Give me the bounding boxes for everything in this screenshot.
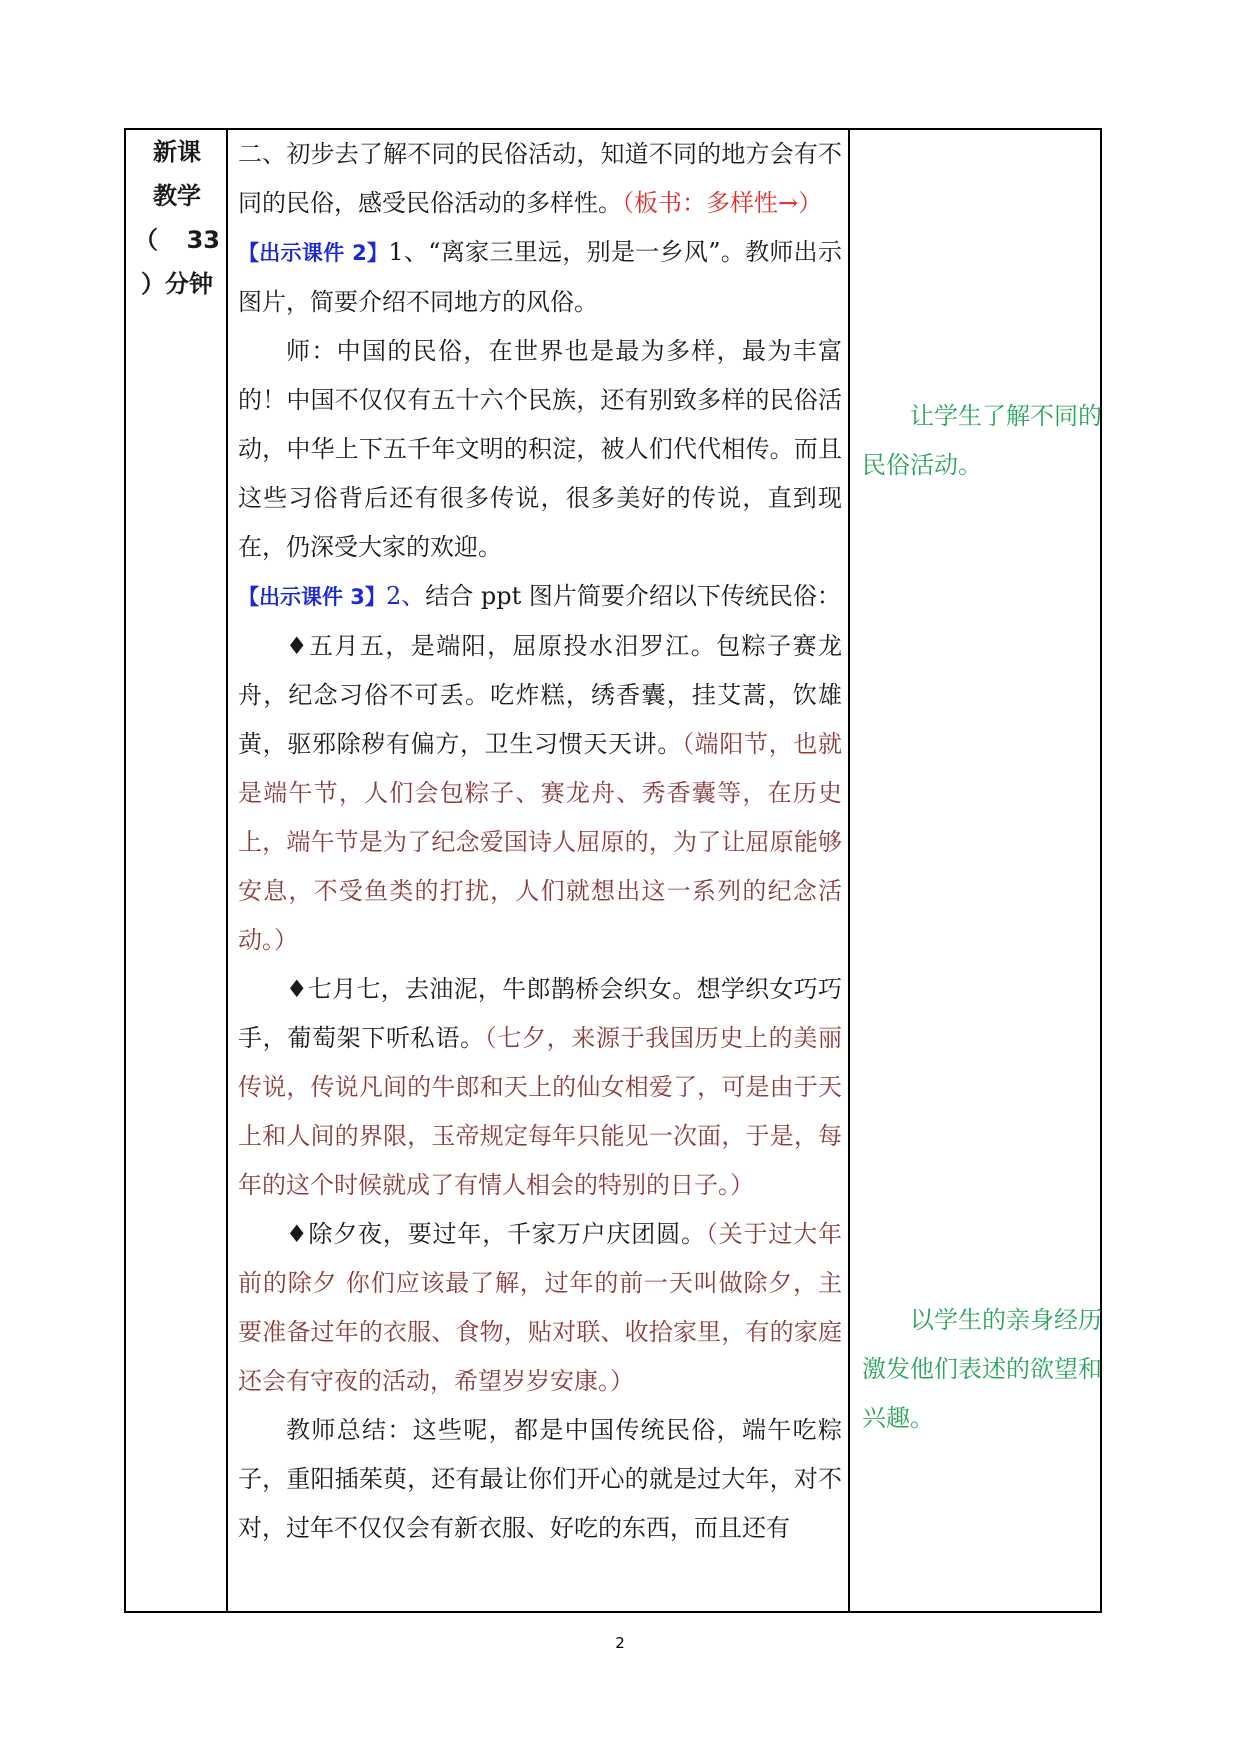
section-label-line3 xyxy=(134,218,220,262)
section-label-open-paren: （ xyxy=(134,226,158,254)
courseware-tag-2: 【出示课件 2】 xyxy=(238,241,389,265)
design-note-1-text: 让学生了解不同的民俗活动。 xyxy=(862,402,1102,479)
design-note-1 xyxy=(850,392,1108,490)
courseware-3-text: 结合 ppt 图片简要介绍以下传统民俗： xyxy=(425,582,841,610)
page-number: 2 xyxy=(615,1634,625,1652)
dragon-boat-explanation: （端阳节，也就是端午节，人们会包粽子、赛龙舟、秀香囊等，在历史上，端午节是为了纪念爱国诗人屈原的，为了让屈原能够安息，不受鱼类的打扰，人们就想出这一系列的纪念活动。） xyxy=(238,730,842,954)
paragraph-qixi xyxy=(238,965,842,1210)
dragon-boat-rhyme: ♦五月五，是端阳，屈原投水汨罗江。包粽子赛龙舟，纪念习俗不可丢。吃炸糕，绣香囊，挂艾蒿，饮雄黄，驱邪除秽有偏方，卫生习惯天天讲。 xyxy=(238,632,842,758)
courseware-tag-3: 【出示课件 3】 xyxy=(238,585,386,609)
courseware-2-text: 1、“离家三里远，别是一乡风”。教师出示图片，简要介绍不同地方的风俗。 xyxy=(238,238,842,316)
section-label-cell xyxy=(125,129,227,1612)
paragraph-new-year-eve xyxy=(238,1210,842,1406)
lesson-content xyxy=(228,130,848,1553)
section-label-line1: 新课 xyxy=(153,138,201,166)
paragraph-teacher-summary: 教师总结：这些呢，都是中国传统民俗，端午吃粽子，重阳插茱萸，还有最让你们开心的就是过大年，对不对，过年不仅仅会有新衣服、好吃的东西，而且还有 xyxy=(238,1416,842,1542)
qixi-rhyme: ♦七月七，去油泥，牛郎鹊桥会织女。想学织女巧巧手，葡萄架下听私语。 xyxy=(238,975,842,1052)
paragraph-teacher-talk: 师：中国的民俗，在世界也是最为多样，最为丰富的！中国不仅仅有五十六个民族，还有别致多样的民俗活动，中华上下五千年文明的积淀，被人们代代相传。而且这些习俗背后还有很多传说，很多美好的传说，直到现在，仍深受大家的欢迎。 xyxy=(238,337,842,561)
new-year-eve-explanation: （关于过大年前的除夕 你们应该最了解，过年的前一天叫做除夕，主要准备过年的衣服、食物，贴对联、收拾家里，有的家庭还会有守夜的活动，希望岁岁安康。） xyxy=(238,1220,843,1395)
qixi-explanation: （七夕，来源于我国历史上的美丽传说，传说凡间的牛郎和天上的仙女相爱了，可是由于天上和人间的界限，玉帝规定每年只能见一次面，于是，每年的这个时候就成了有情人相会的特别的日子。） xyxy=(238,1024,843,1199)
section-label-minutes: 33 xyxy=(186,226,220,254)
courseware-3-number: 2、 xyxy=(385,582,426,610)
board-note: （板书：多样性→） xyxy=(622,189,823,217)
paragraph-courseware-2 xyxy=(238,228,842,327)
design-note-2-text: 以学生的亲身经历激发他们表述的欲望和兴趣。 xyxy=(862,1306,1102,1432)
paragraph-courseware-3 xyxy=(238,572,842,622)
section-label xyxy=(126,130,226,306)
design-note-2 xyxy=(850,1296,1108,1443)
paragraph-goal xyxy=(238,130,842,228)
content-cell xyxy=(227,129,849,1612)
section-label-line2: 教学 xyxy=(153,182,201,210)
new-year-eve-rhyme: ♦除夕夜，要过年，千家万户庆团圆。 xyxy=(286,1220,706,1248)
paragraph-dragon-boat xyxy=(238,622,842,965)
section-label-line4: ）分钟 xyxy=(141,270,213,298)
goal-text: 二、初步去了解不同的民俗活动，知道不同的地方会有不同的民俗，感受民俗活动的多样性。 xyxy=(238,140,842,217)
